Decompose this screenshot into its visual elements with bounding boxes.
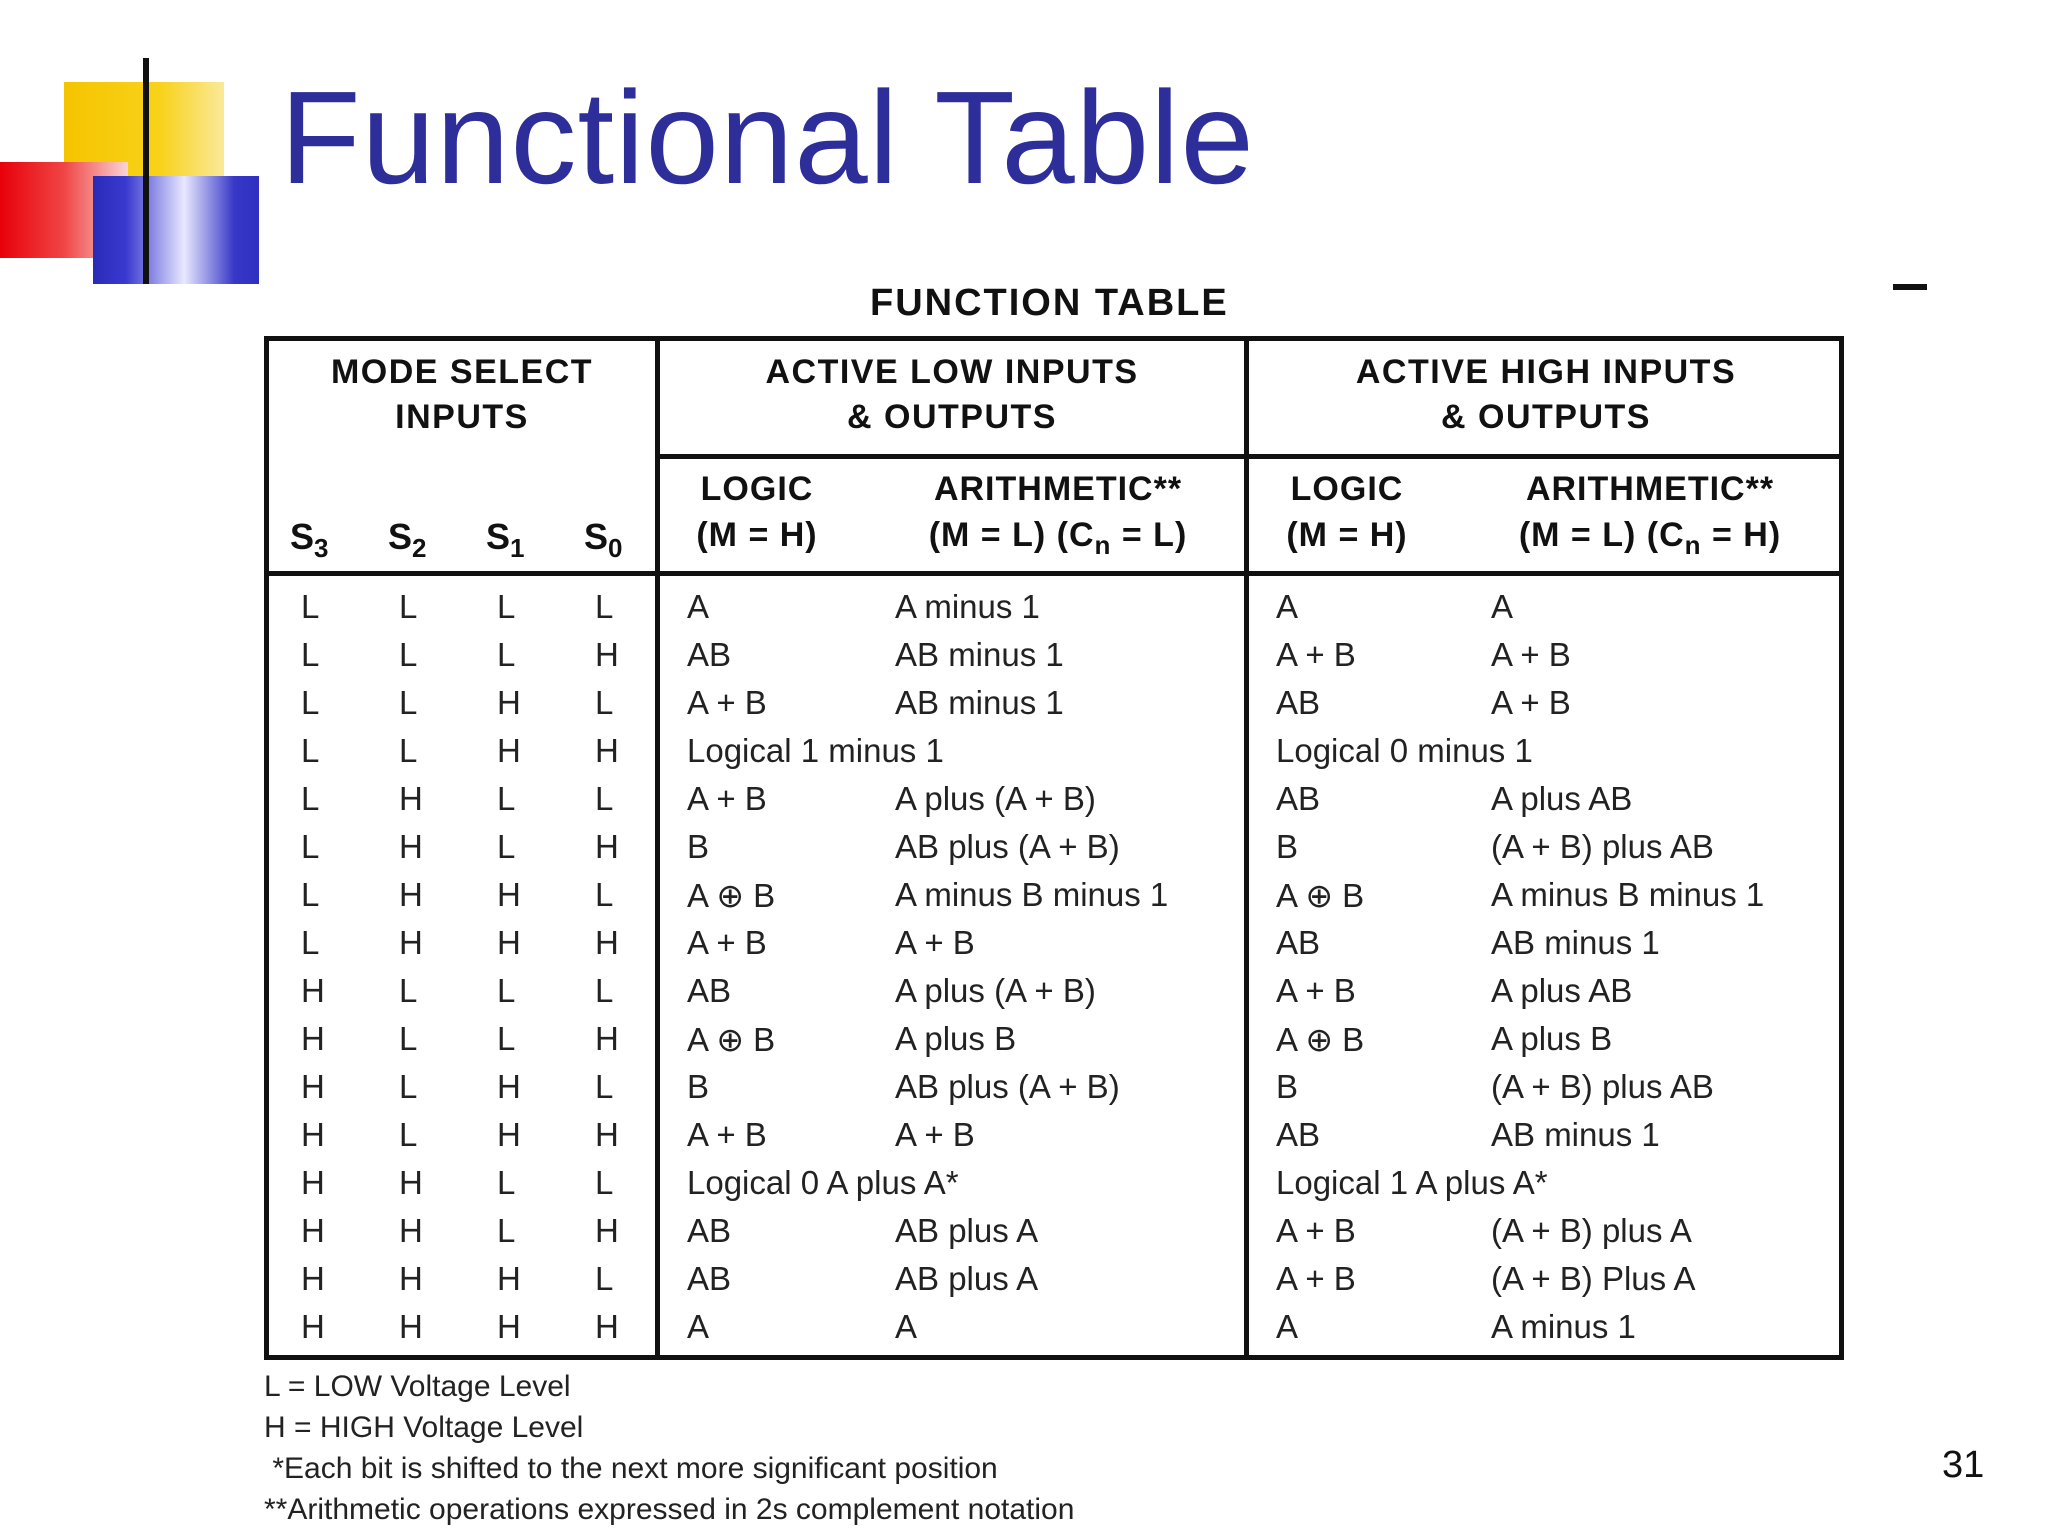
cell-low-arith: A plus B (895, 1020, 1017, 1057)
footnote-low: L = LOW Voltage Level (264, 1370, 571, 1403)
cell-s2: H (399, 1260, 423, 1297)
cell-low-logic: A ⊕ B (687, 877, 776, 914)
subheader-high-logic: LOGIC (M = H) (1286, 470, 1408, 554)
page-number: 31 (1942, 1444, 1985, 1486)
cell-low-logic: A (687, 588, 710, 625)
cell-low-arith: AB plus A (895, 1212, 1039, 1249)
cell-low-arith: A minus B minus 1 (895, 876, 1169, 913)
table-row (269, 776, 1839, 824)
cell-low-logic: AB (687, 636, 732, 673)
cell-s3: L (301, 828, 320, 865)
cell-low-logic: Logical 0 A plus A* (687, 1164, 959, 1201)
table-row (269, 968, 1839, 1016)
table-row (269, 1016, 1839, 1064)
cell-s0: L (595, 1164, 614, 1201)
subheader-low-logic: LOGIC (M = H) (696, 470, 818, 554)
cell-low-arith: A + B (895, 1116, 975, 1153)
cell-high-logic: A + B (1276, 1212, 1356, 1249)
cell-s2: H (399, 1212, 423, 1249)
cell-s1: L (497, 636, 516, 673)
cell-s3: H (301, 1260, 325, 1297)
cell-s3: L (301, 588, 320, 625)
cell-s3: L (301, 780, 320, 817)
cell-s0: H (595, 1116, 619, 1153)
header-divider (658, 454, 1843, 459)
header-active-low: ACTIVE LOW INPUTS & OUTPUTS (765, 353, 1139, 436)
cell-s0: H (595, 732, 619, 769)
select-label-s1: $S_1$ (486, 516, 525, 563)
cell-high-arith: (A + B) plus A (1491, 1212, 1692, 1249)
cell-low-arith: AB plus (A + B) (895, 828, 1120, 865)
cell-s1: L (497, 1212, 516, 1249)
cell-s3: L (301, 684, 320, 721)
cell-s1: H (497, 924, 521, 961)
cell-s0: H (595, 1020, 619, 1057)
cell-s0: L (595, 1068, 614, 1105)
cell-s2: L (399, 636, 418, 673)
table-row (269, 680, 1839, 728)
cell-s3: L (301, 732, 320, 769)
cell-s2: L (399, 1068, 418, 1105)
cell-low-arith: AB plus (A + B) (895, 1068, 1120, 1105)
cell-s3: L (301, 636, 320, 673)
cell-high-arith: A minus 1 (1491, 1308, 1636, 1345)
cell-low-arith: A (895, 1308, 918, 1345)
cell-high-arith: A plus AB (1491, 780, 1633, 817)
cell-low-logic: A + B (687, 684, 767, 721)
cell-high-arith: A (1491, 588, 1514, 625)
cell-s2: L (399, 1116, 418, 1153)
cell-s3: L (301, 924, 320, 961)
cell-high-logic: A + B (1276, 972, 1356, 1009)
cell-s2: L (399, 1020, 418, 1057)
cell-high-logic: AB (1276, 780, 1321, 817)
cell-s1: L (497, 780, 516, 817)
table-row (269, 584, 1839, 632)
cell-s2: L (399, 972, 418, 1009)
header-bottom-divider (264, 571, 1844, 576)
table-row (269, 872, 1839, 920)
cell-high-logic: Logical 0 minus 1 (1276, 732, 1533, 769)
cell-s2: H (399, 924, 423, 961)
table-row (269, 1208, 1839, 1256)
cell-s1: L (497, 1164, 516, 1201)
subheader-low-arith: ARITHMETIC** (M = L) $(C_n = L)$ (928, 470, 1188, 560)
cell-high-arith: A minus B minus 1 (1491, 876, 1765, 913)
cell-high-logic: A + B (1276, 636, 1356, 673)
footnote-high: H = HIGH Voltage Level (264, 1411, 584, 1444)
cell-s0: H (595, 636, 619, 673)
cell-s1: H (497, 1116, 521, 1153)
cell-low-arith: A + B (895, 924, 975, 961)
cell-s1: H (497, 1068, 521, 1105)
cell-high-logic: A ⊕ B (1276, 1021, 1365, 1058)
logo-vertical-line (143, 58, 149, 284)
cell-s3: H (301, 1308, 325, 1345)
cell-s3: H (301, 1068, 325, 1105)
slide-title: Functional Table (280, 64, 1255, 211)
cell-low-arith: AB plus A (895, 1260, 1039, 1297)
header-active-high: ACTIVE HIGH INPUTS & OUTPUTS (1355, 353, 1737, 436)
select-label-s2: $S_2$ (388, 516, 427, 563)
cell-high-logic: A (1276, 1308, 1299, 1345)
table-row (269, 1256, 1839, 1304)
cell-low-logic: AB (687, 1260, 732, 1297)
cell-s2: H (399, 1164, 423, 1201)
cell-s1: L (497, 828, 516, 865)
cell-low-logic: AB (687, 1212, 732, 1249)
cell-s0: L (595, 588, 614, 625)
cell-s0: L (595, 780, 614, 817)
cell-s0: L (595, 684, 614, 721)
logo-blue-square (93, 176, 259, 284)
cell-high-arith: A plus B (1491, 1020, 1613, 1057)
footnote-arith: **Arithmetic operations expressed in 2s complement notation (264, 1493, 1075, 1526)
cell-s1: H (497, 732, 521, 769)
cell-low-logic: A + B (687, 780, 767, 817)
cell-high-logic: AB (1276, 924, 1321, 961)
subheader-high-arith: ARITHMETIC** (M = L) $(C_n = H)$ (1518, 470, 1782, 560)
cell-s3: H (301, 1020, 325, 1057)
cell-high-arith: (A + B) plus AB (1491, 828, 1714, 865)
cell-s3: H (301, 972, 325, 1009)
cell-s0: L (595, 972, 614, 1009)
cell-s1: H (497, 684, 521, 721)
cell-high-logic: B (1276, 828, 1299, 865)
cell-high-logic: Logical 1 A plus A* (1276, 1164, 1548, 1201)
cell-s1: L (497, 588, 516, 625)
cell-s1: L (497, 972, 516, 1009)
table-row (269, 1160, 1839, 1208)
cell-s2: L (399, 732, 418, 769)
cell-s2: H (399, 1308, 423, 1345)
cell-low-logic: Logical 1 minus 1 (687, 732, 944, 769)
cell-high-arith: AB minus 1 (1491, 1116, 1660, 1153)
cell-high-arith: (A + B) plus AB (1491, 1068, 1714, 1105)
select-label-s0: $S_0$ (584, 516, 623, 563)
cell-high-arith: A plus AB (1491, 972, 1633, 1009)
table-row (269, 632, 1839, 680)
table-caption: FUNCTION TABLE (870, 282, 1229, 324)
table-row (269, 1304, 1839, 1352)
cell-s1: H (497, 1308, 521, 1345)
decorative-dash (1893, 284, 1927, 290)
cell-s0: L (595, 1260, 614, 1297)
cell-low-logic: A + B (687, 924, 767, 961)
cell-s2: H (399, 828, 423, 865)
cell-s2: L (399, 588, 418, 625)
cell-s0: L (595, 876, 614, 913)
cell-high-arith: (A + B) Plus A (1491, 1260, 1696, 1297)
cell-low-arith: AB minus 1 (895, 636, 1064, 673)
table-row (269, 920, 1839, 968)
footnotes (264, 1366, 1074, 1530)
table-row (269, 1112, 1839, 1160)
cell-s3: L (301, 876, 320, 913)
select-label-s3: $S_3$ (290, 516, 329, 563)
cell-high-logic: A + B (1276, 1260, 1356, 1297)
cell-low-arith: AB minus 1 (895, 684, 1064, 721)
cell-high-arith: A + B (1491, 684, 1571, 721)
cell-s1: L (497, 1020, 516, 1057)
cell-s2: H (399, 780, 423, 817)
cell-high-logic: B (1276, 1068, 1299, 1105)
cell-low-logic: A ⊕ B (687, 1021, 776, 1058)
cell-s1: H (497, 876, 521, 913)
cell-high-logic: AB (1276, 684, 1321, 721)
table-row (269, 824, 1839, 872)
cell-low-logic: A (687, 1308, 710, 1345)
cell-low-logic: A + B (687, 1116, 767, 1153)
cell-high-arith: AB minus 1 (1491, 924, 1660, 961)
cell-low-logic: AB (687, 972, 732, 1009)
cell-s3: H (301, 1116, 325, 1153)
cell-low-arith: A plus (A + B) (895, 780, 1096, 817)
table-body (269, 584, 1839, 1352)
footnote-shift: *Each bit is shifted to the next more significant position (264, 1452, 998, 1485)
cell-s3: H (301, 1164, 325, 1201)
table-row (269, 728, 1839, 776)
cell-low-logic: B (687, 828, 710, 865)
cell-high-logic: A (1276, 588, 1299, 625)
cell-s0: H (595, 1212, 619, 1249)
cell-s0: H (595, 924, 619, 961)
cell-s0: H (595, 1308, 619, 1345)
header-mode-select: MODE SELECT INPUTS (330, 353, 594, 436)
cell-high-arith: A + B (1491, 636, 1571, 673)
cell-high-logic: A ⊕ B (1276, 877, 1365, 914)
cell-s0: H (595, 828, 619, 865)
cell-s1: H (497, 1260, 521, 1297)
table-row (269, 1064, 1839, 1112)
cell-low-arith: A minus 1 (895, 588, 1040, 625)
cell-low-arith: A plus (A + B) (895, 972, 1096, 1009)
cell-s2: H (399, 876, 423, 913)
cell-high-logic: AB (1276, 1116, 1321, 1153)
cell-s2: L (399, 684, 418, 721)
cell-low-logic: B (687, 1068, 710, 1105)
cell-s3: H (301, 1212, 325, 1249)
